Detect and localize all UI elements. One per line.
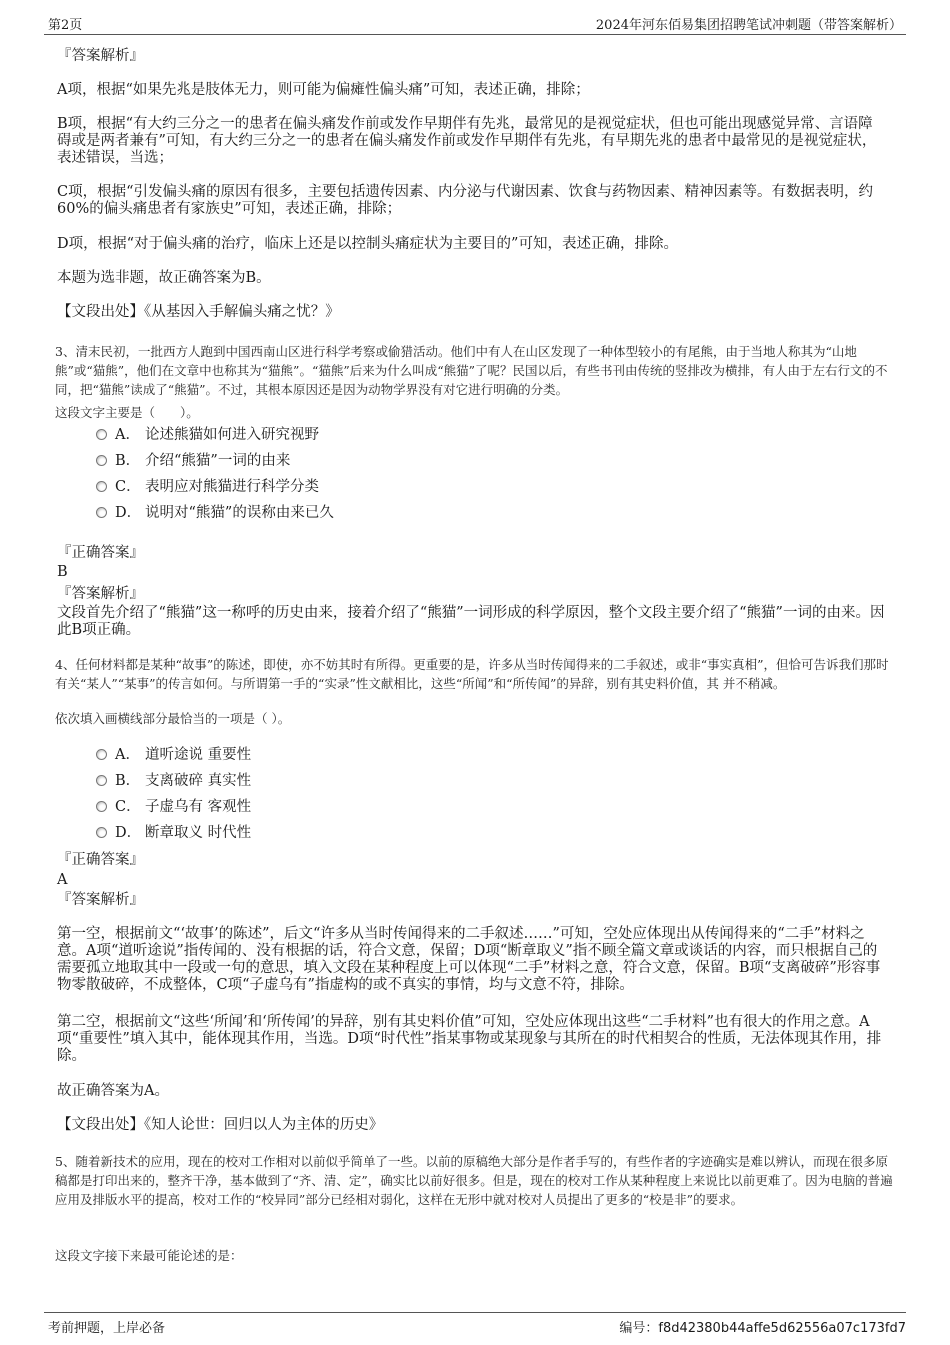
radio-icon[interactable]	[96, 749, 107, 760]
q4-conclusion: 故正确答案为A。	[57, 1083, 169, 1099]
q4-answer-label: 『正确答案』	[57, 852, 144, 868]
q4-source: 【文段出处】《知人论世：回归以人为主体的历史》	[57, 1117, 384, 1133]
q3-option-a[interactable]: A． 论述熊猫如何进入研究视野	[96, 425, 319, 445]
q3-option-c[interactable]: C． 表明应对熊猫进行科学分类	[96, 477, 319, 497]
q3-question: 这段文字主要是（ ）。	[55, 405, 199, 420]
q4-answer: A	[57, 872, 68, 888]
q3-option-b[interactable]: B． 介绍“熊猫”一词的由来	[96, 451, 290, 471]
q3-stem: 3、清末民初，一批西方人跑到中国西南山区进行科学考察或偷猎活动。他们中有人在山区发现了一种体型较小的有尾熊，由于当地人称其为“山地熊”或“猫熊”，他们在文章中也称其为“猫熊”。“猫熊”后来为什么叫成“熊猫”了呢？民国以后，有些书刊由传统的竖排改为横排，有人由于左右行文的不同，把“猫熊”读成了“熊猫”。不过，其根本原因还是因为动物学界没有对它进行明确的分类。	[55, 344, 888, 397]
document-code: 编号：f8d42380b44affe5d62556a07c173fd7	[619, 1321, 906, 1336]
footer-slogan: 考前押题，上岸必备	[48, 1321, 166, 1336]
q4-option-b[interactable]: B． 支离破碎 真实性	[96, 771, 251, 791]
page-number: 第2页	[48, 18, 83, 33]
q4-option-c[interactable]: C． 子虚乌有 客观性	[96, 797, 251, 817]
q4-analysis-label: 『答案解析』	[57, 892, 144, 908]
page-header	[44, 12, 906, 35]
q3-analysis: 文段首先介绍了“熊猫”这一称呼的历史由来，接着介绍了“熊猫”一词形成的科学原因，整个文段主要介绍了“熊猫”一词的由来。因此B项正确。	[57, 605, 885, 638]
q3-answer: B	[57, 564, 68, 580]
radio-icon[interactable]	[96, 429, 107, 440]
q2-analysis-c: C项，根据“引发偏头痛的原因有很多，主要包括遗传因素、内分泌与代谢因素、饮食与药物因素、精神因素等。有数据表明，约60%的偏头痛患者有家族史”可知，表述正确，排除；	[57, 184, 874, 217]
q4-analysis-p1: 第一空，根据前文“‘故事’的陈述”，后文“许多从当时传闻得来的二手叙述……”可知，空处应体现出从传闻得来的“二手”材料之意。A项“道听途说”指传闻的、没有根据的话，符合文意，保留；D项“断章取义”指不顾全篇文章或谈话的内容，而只根据自己的需要孤立地取其中一段或一句的意思，填入文段在某种程度上可以体现“二手”材料之意，符合文意，保留。B项“支离破碎”形容事物零散破碎，不成整体，C项“子虚乌有”指虚构的或不真实的事情，均与文意不符，排除。	[57, 926, 881, 993]
q4-analysis-p2: 第二空，根据前文“这些‘所闻’和‘所传闻’的异辞，别有其史料价值”可知，空处应体现出这些“二手材料”也有很大的作用之意。A项“重要性”填入其中，能体现其作用，当选。D项“时代性”指某事物或某现象与其所在的时代相契合的性质，无法体现其作用，排除。	[57, 1014, 882, 1064]
q3-option-d[interactable]: D． 说明对“熊猫”的误称由来已久	[96, 503, 334, 523]
q2-conclusion: 本题为选非题，故正确答案为B。	[57, 270, 271, 286]
radio-icon[interactable]	[96, 801, 107, 812]
q3-answer-label: 『正确答案』	[57, 545, 144, 561]
radio-icon[interactable]	[96, 827, 107, 838]
page-footer	[44, 1312, 906, 1337]
q4-question: 依次填入画横线部分最恰当的一项是（ ）。	[55, 711, 291, 726]
q5-question: 这段文字接下来最可能论述的是：	[55, 1248, 243, 1263]
q2-analysis-d: D项，根据“对于偏头痛的治疗，临床上还是以控制头痛症状为主要目的”可知，表述正确，排除。	[57, 236, 678, 252]
q3-analysis-label: 『答案解析』	[57, 586, 144, 602]
radio-icon[interactable]	[96, 455, 107, 466]
q4-option-a[interactable]: A． 道听途说 重要性	[96, 745, 251, 765]
document-title: 2024年河东佰易集团招聘笔试冲刺题（带答案解析）	[595, 18, 902, 33]
q2-analysis-label: 『答案解析』	[57, 48, 144, 64]
q2-analysis-a: A项，根据“如果先兆是肢体无力，则可能为偏瘫性偏头痛”可知，表述正确，排除；	[57, 82, 590, 98]
radio-icon[interactable]	[96, 775, 107, 786]
radio-icon[interactable]	[96, 507, 107, 518]
q2-source: 【文段出处】《从基因入手解偏头痛之忧？》	[57, 304, 340, 320]
q5-stem: 5、随着新技术的应用，现在的校对工作相对以前似乎简单了一些。以前的原稿绝大部分是作者手写的，有些作者的字迹确实是难以辨认，而现在很多原稿都是打印出来的，整齐干净，基本做到了“齐、清、定”，确实比以前好很多。但是，现在的校对工作从某种程度上来说比以前更难了。因为电脑的普遍应用及排版水平的提高，校对工作的“校异同”部分已经相对弱化，这样在无形中就对校对人员提出了更多的“校是非”的要求。	[55, 1154, 893, 1207]
q2-analysis-b: B项，根据“有大约三分之一的患者在偏头痛发作前或发作早期伴有先兆，最常见的是视觉症状，但也可能出现感觉异常、言语障碍或是两者兼有”可知，有大约三分之一的患者在偏头痛发作前或发作早期伴有先兆，有早期先兆的患者中最常见的是视觉症状，表述错误，当选；	[57, 116, 877, 166]
radio-icon[interactable]	[96, 481, 107, 492]
q4-option-d[interactable]: D． 断章取义 时代性	[96, 823, 251, 843]
q4-stem: 4、任何材料都是某种“故事”的陈述，即使，亦不妨其时有所得。更重要的是，许多从当时传闻得来的二手叙述，或非“事实真相”，但恰可告诉我们那时有关“某人”“某事”的传言如何。与所谓第一手的“实录”性文献相比，这些“所闻”和“所传闻”的异辞，别有其史料价值，其 并不稍减。	[55, 657, 889, 691]
